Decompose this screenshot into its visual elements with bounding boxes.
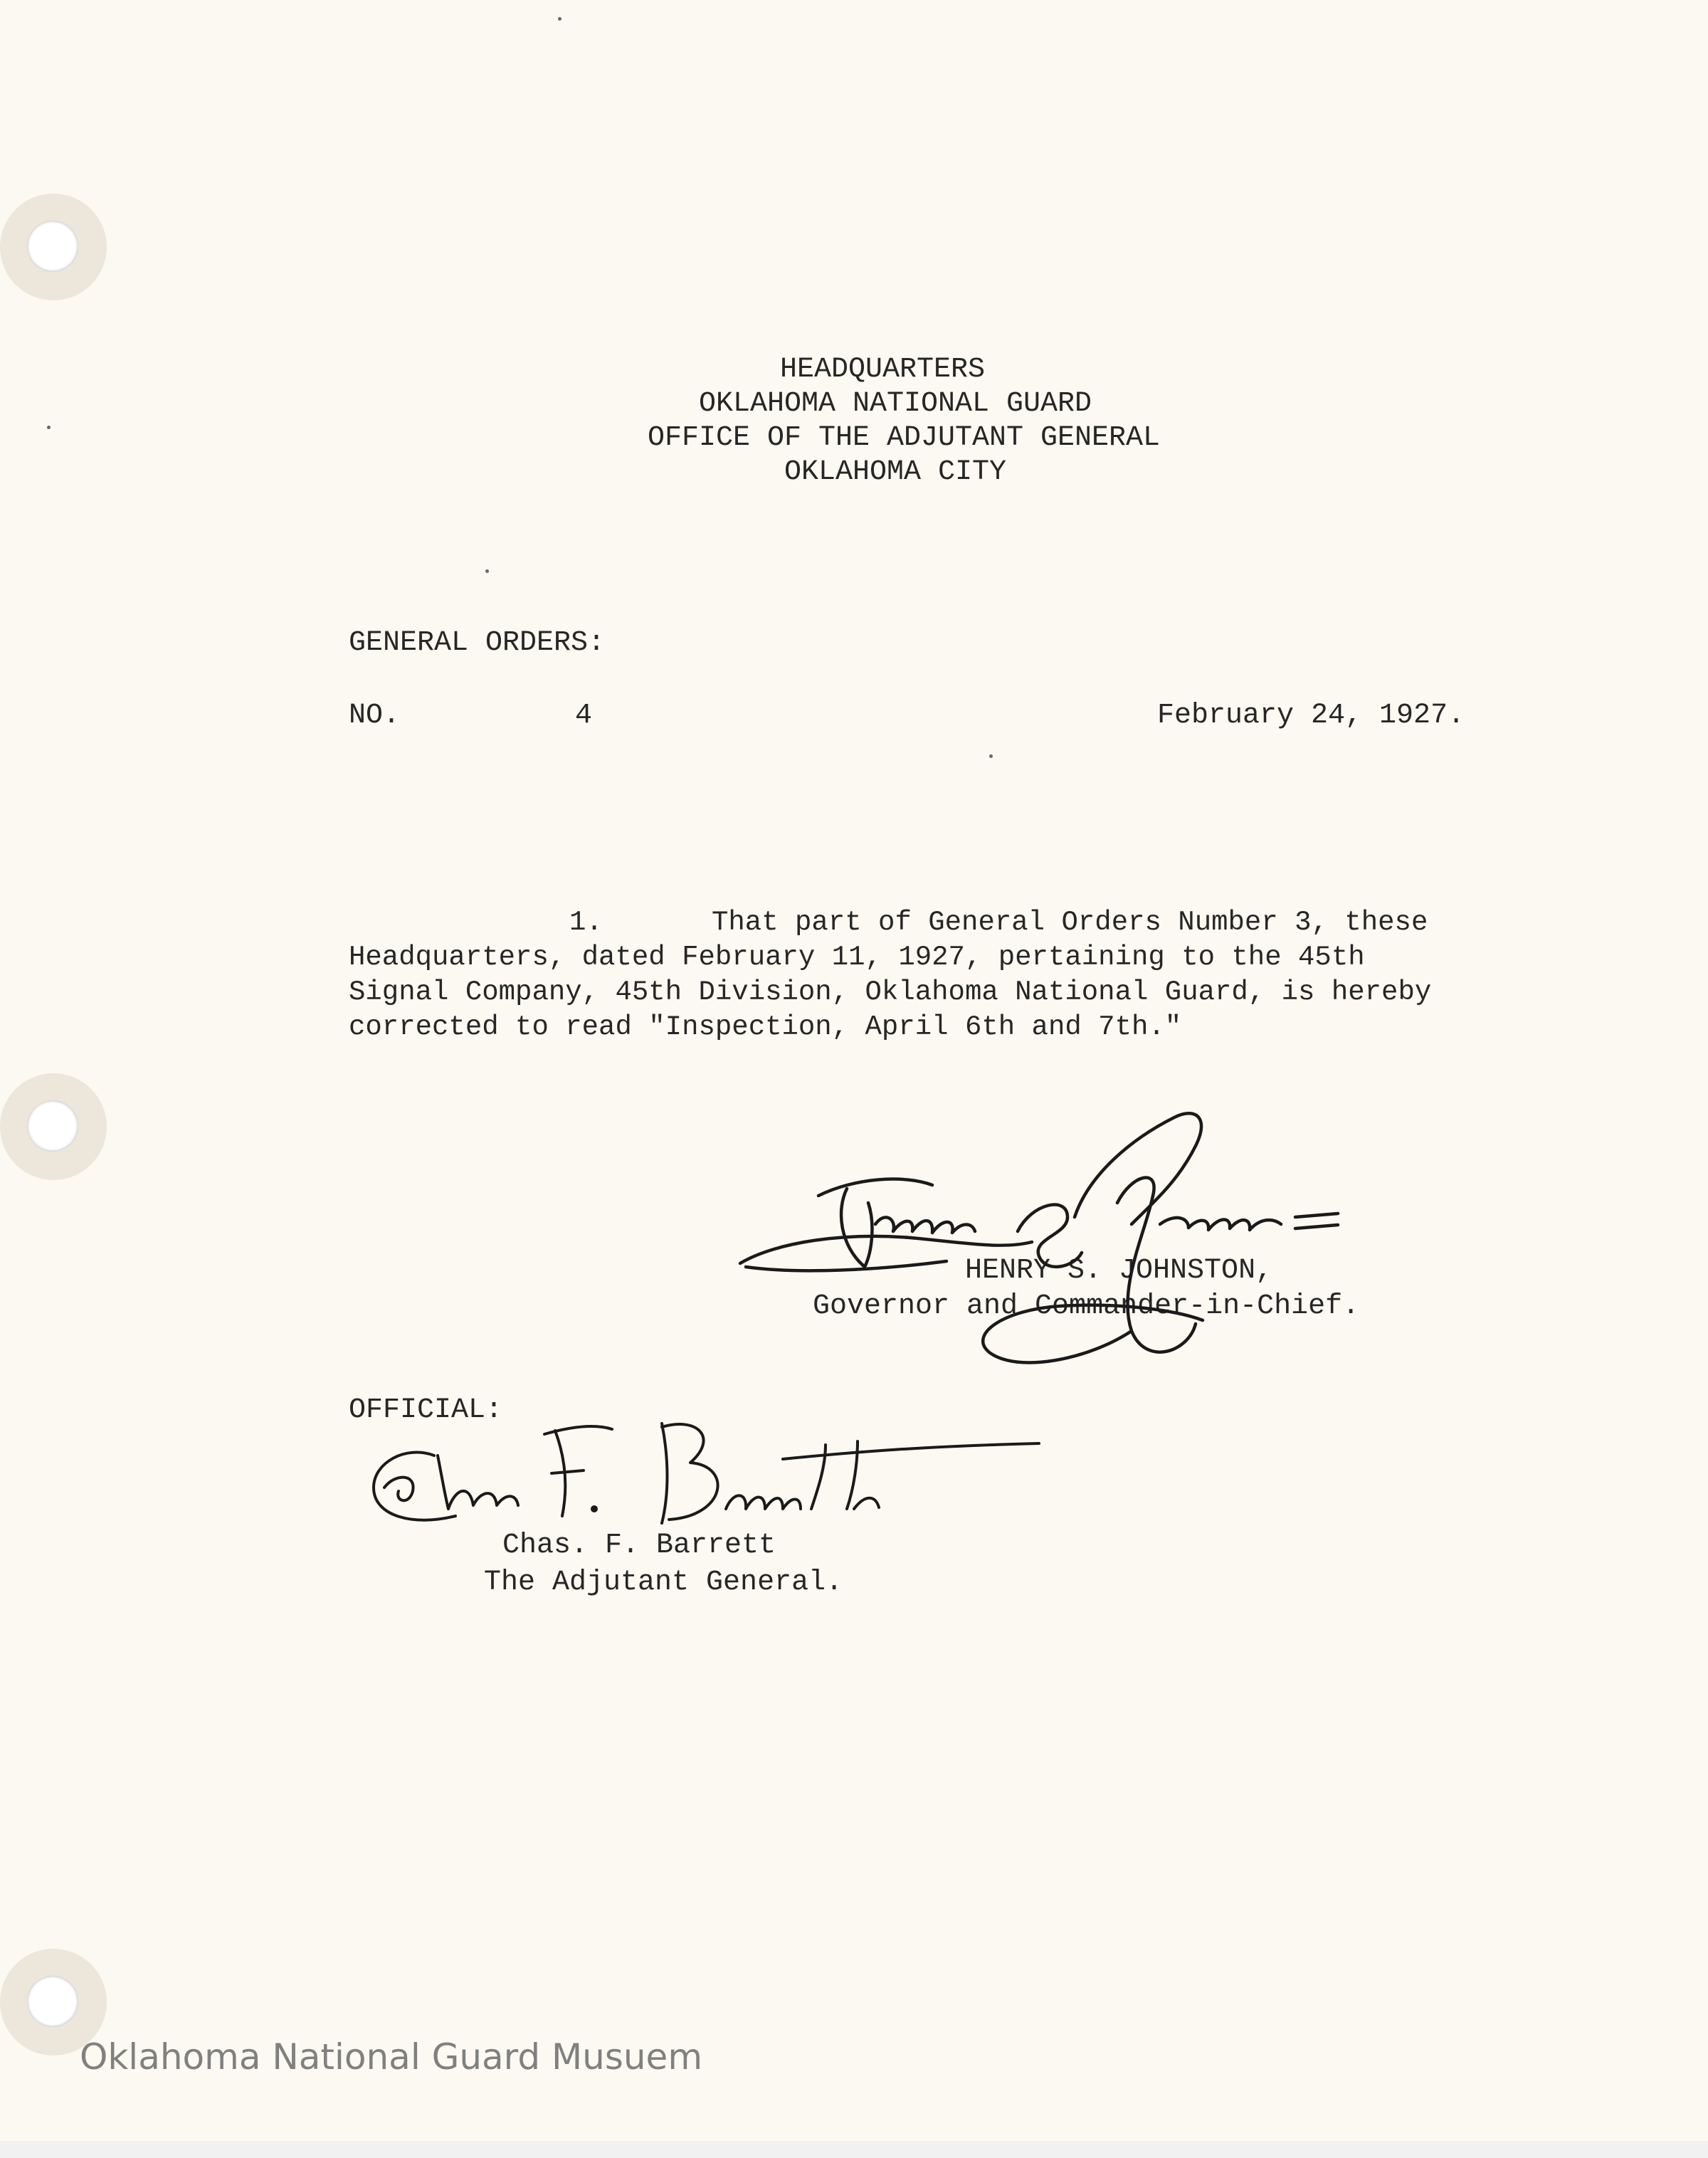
paragraph-line: Headquarters, dated February 11, 1927, pertaining to the 45th [349,942,1365,973]
letterhead-office: OFFICE OF THE ADJUTANT GENERAL [647,422,1161,454]
governor-name: HENRY S. JOHNSTON, [965,1255,1273,1287]
punch-hole-top [0,194,107,300]
paragraph-number: 1. [569,907,603,938]
letterhead-headquarters: HEADQUARTERS [779,354,986,386]
adjutant-name: Chas. F. Barrett [502,1530,776,1562]
paragraph-line: Signal Company, 45th Division, Oklahoma National Guard, is hereby [349,977,1432,1008]
letterhead-city: OKLAHOMA CITY [784,456,1007,488]
punch-hole-middle [0,1073,107,1180]
museum-watermark: Oklahoma National Guard Musuem [80,2036,703,2078]
paper-speck [989,754,993,758]
paper-speck [558,17,562,21]
letterhead-organization: OKLAHOMA NATIONAL GUARD [698,388,1092,420]
paragraph-line: That part of General Orders Number 3, these [712,907,1428,938]
official-label: OFFICIAL: [349,1394,503,1426]
general-orders-heading: GENERAL ORDERS: [349,627,606,659]
order-date: February 24, 1927. [1157,700,1465,732]
paragraph-line: corrected to read "Inspection, April 6th and 7th." [349,1011,1182,1043]
order-number: 4 [575,700,593,732]
scan-bottom-edge [0,2141,1708,2158]
governor-signature-icon [733,1096,1388,1381]
order-number-label: NO. [349,700,401,732]
paper-speck [485,569,489,573]
adjutant-title: The Adjutant General. [484,1567,843,1599]
governor-title: Governor and Commander-in-Chief. [813,1290,1360,1322]
